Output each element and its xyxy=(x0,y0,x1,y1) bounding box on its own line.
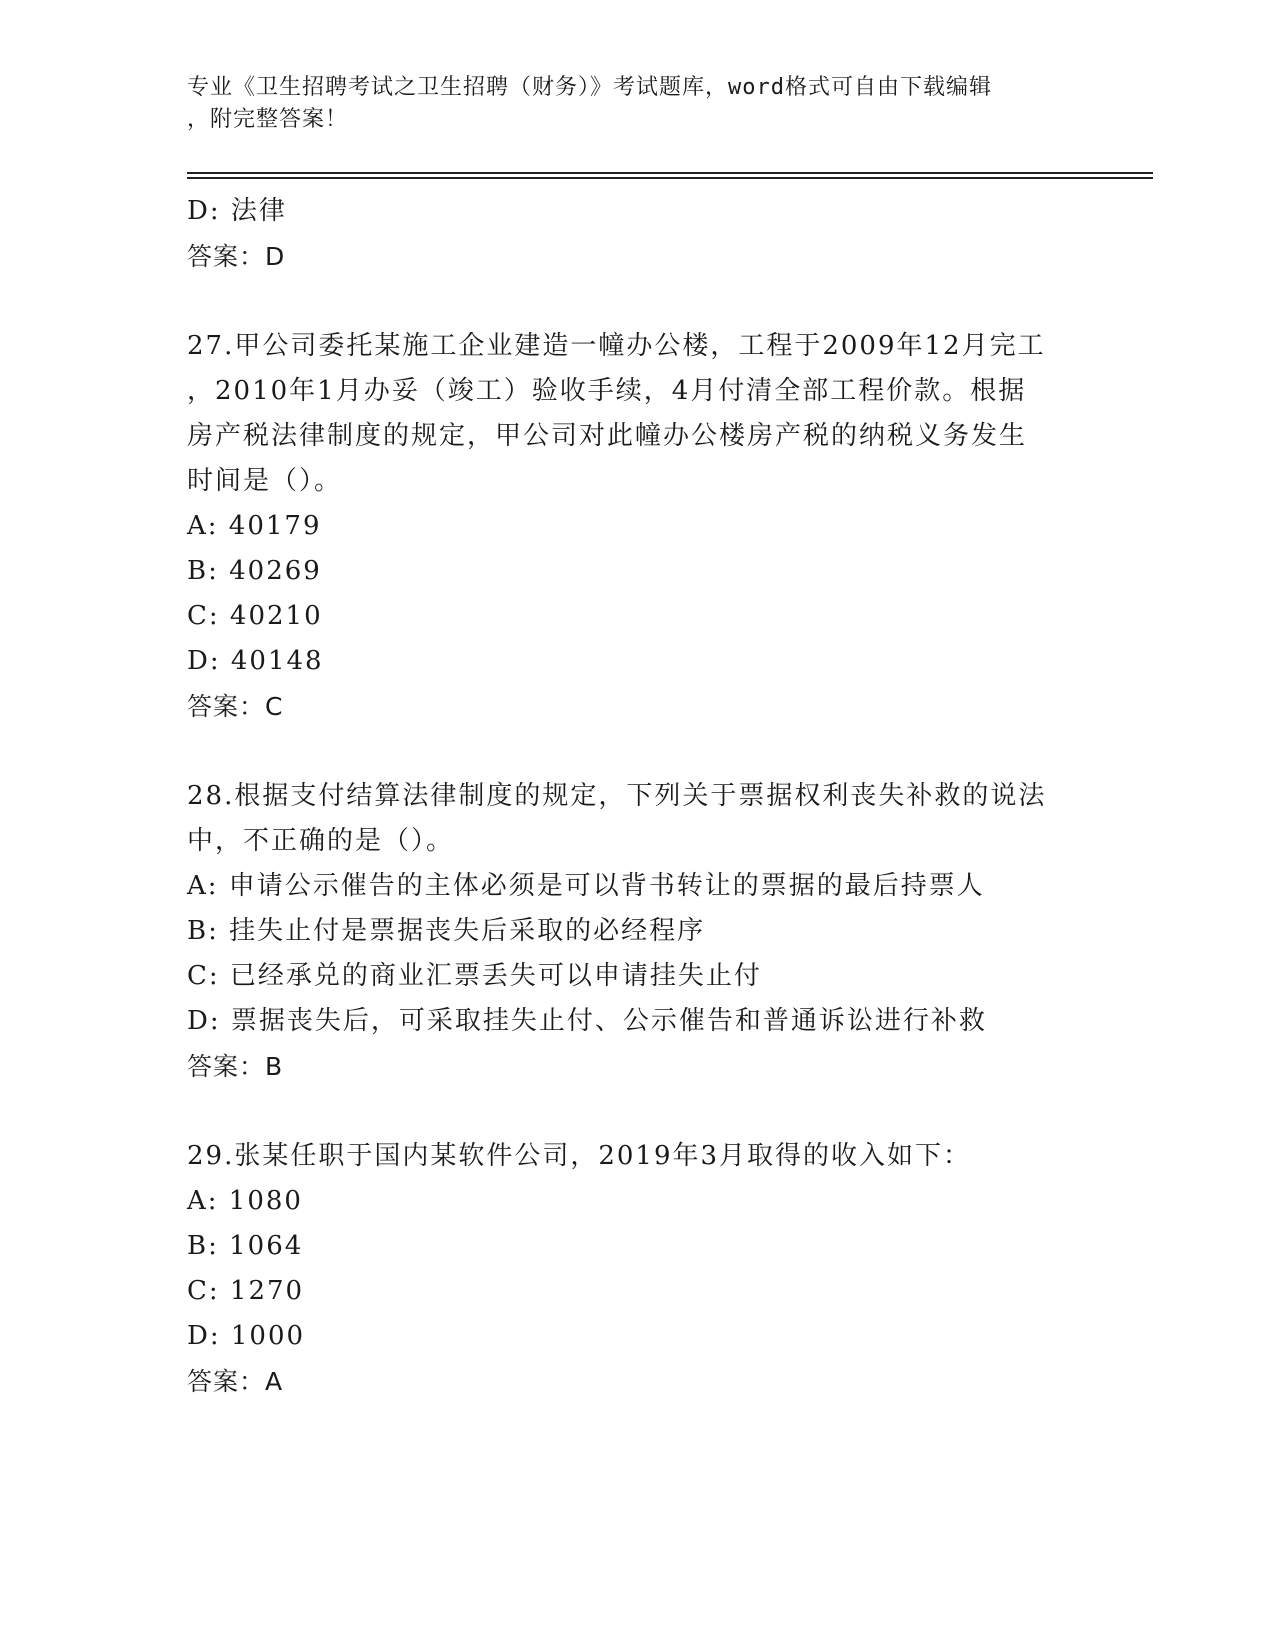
option-d: D: 1000 xyxy=(187,1321,306,1351)
header-line-1: 专业《卫生招聘考试之卫生招聘（财务）》考试题库，word格式可自由下载编辑 xyxy=(187,75,992,100)
question-list xyxy=(187,189,1087,1404)
answer-line: 答案：B xyxy=(187,1052,284,1081)
option-b: B: 挂失止付是票据丧失后采取的必经程序 xyxy=(187,916,706,946)
option-a: A: 40179 xyxy=(187,511,322,541)
question-text-line: 28.根据支付结算法律制度的规定，下列关于票据权利丧失补救的说法 xyxy=(187,781,1047,811)
answer-line: 答案：A xyxy=(187,1367,284,1396)
answer-line: 答案：D xyxy=(187,242,286,271)
question-27 xyxy=(187,324,1087,729)
question-text-line: 房产税法律制度的规定，甲公司对此幢办公楼房产税的纳税义务发生 xyxy=(187,421,1028,451)
question-text-line: 中，不正确的是（）。 xyxy=(187,826,455,856)
option-b: B: 40269 xyxy=(187,556,322,586)
option-c: C: 已经承兑的商业汇票丢失可以申请挂失止付 xyxy=(187,961,762,991)
header-divider-top xyxy=(187,172,1153,174)
option-c: C: 40210 xyxy=(187,601,323,631)
header-divider-bottom xyxy=(187,177,1153,179)
option-b: B: 1064 xyxy=(187,1231,304,1261)
question-text-line: 29.张某任职于国内某软件公司，2019年3月取得的收入如下： xyxy=(187,1141,972,1171)
question-spacer xyxy=(187,729,1087,774)
option-d: D: 40148 xyxy=(187,646,324,676)
option-d: D: 法律 xyxy=(187,196,287,226)
option-d: D: 票据丧失后，可采取挂失止付、公示催告和普通诉讼进行补救 xyxy=(187,1006,987,1036)
answer-line: 答案：C xyxy=(187,692,284,721)
question-29 xyxy=(187,1134,1087,1404)
question-spacer xyxy=(187,1089,1087,1134)
option-a: A: 1080 xyxy=(187,1186,303,1216)
question-text-line: 27.甲公司委托某施工企业建造一幢办公楼，工程于2009年12月完工 xyxy=(187,331,1046,361)
question-spacer xyxy=(187,279,1087,324)
question-28 xyxy=(187,774,1087,1089)
option-c: C: 1270 xyxy=(187,1276,305,1306)
question-text-line: ，2010年1月办妥（竣工）验收手续，4月付清全部工程价款。根据 xyxy=(187,376,1027,406)
previous-question-tail xyxy=(187,189,1087,279)
question-text-line: 时间是（）。 xyxy=(187,466,343,496)
header-line-2: ，附完整答案！ xyxy=(187,107,349,132)
document-header xyxy=(187,72,1087,136)
option-a: A: 申请公示催告的主体必须是可以背书转让的票据的最后持票人 xyxy=(187,871,985,901)
